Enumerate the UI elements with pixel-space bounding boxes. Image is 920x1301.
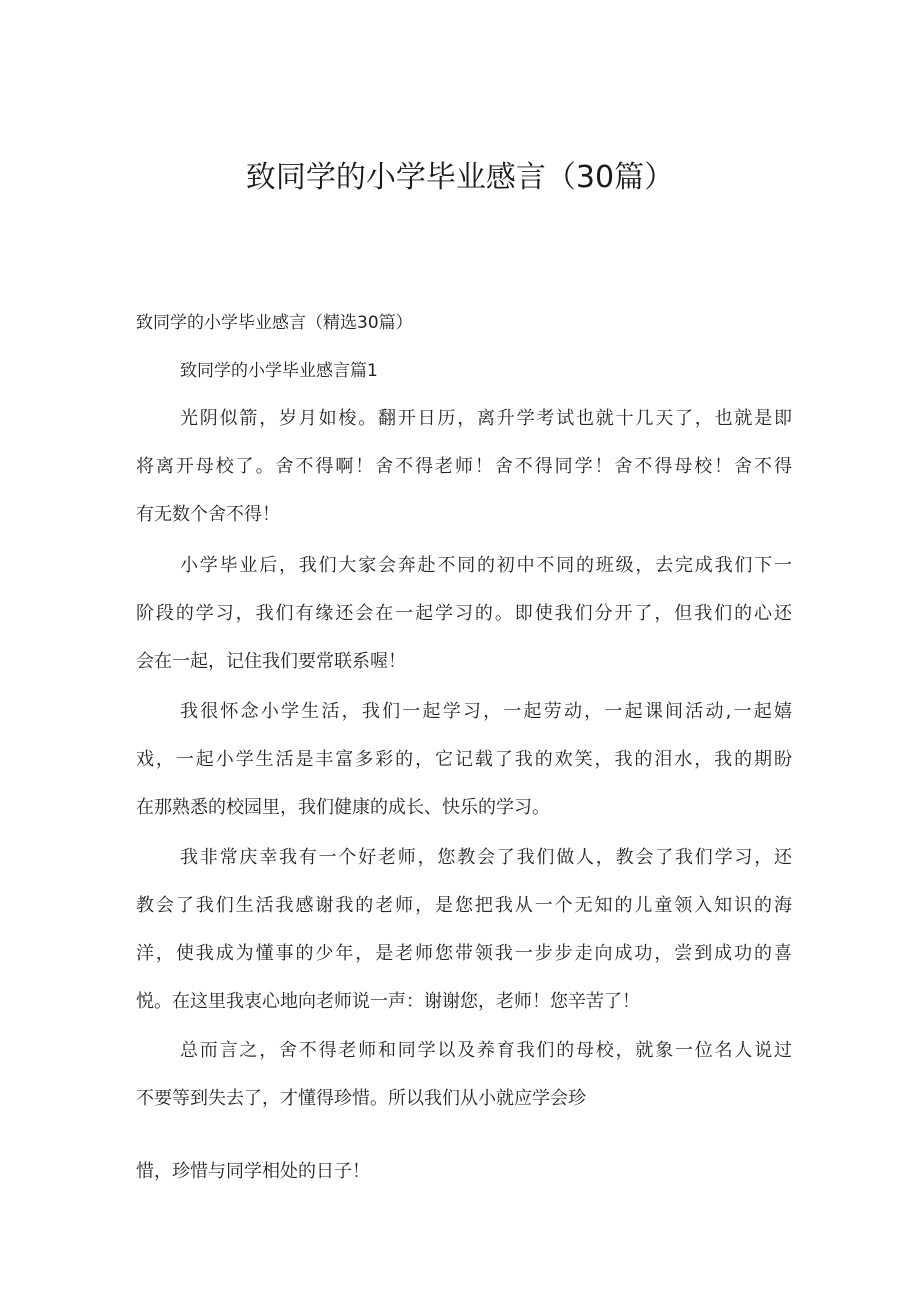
paragraph-line: 惜，珍惜与同学相处的日子！ [136, 1161, 370, 1182]
paragraph-line: 小学毕业后，我们大家会奔赴不同的初中不同的班级，去完成我们下一 [180, 555, 792, 576]
paragraph-line: 总而言之，舍不得老师和同学以及养育我们的母校，就象一位名人说过 [180, 1040, 792, 1061]
paragraph-line: 不要等到失去了，才懂得珍惜。所以我们从小就应学会珍 [136, 1088, 586, 1109]
paragraph-2 [136, 542, 792, 686]
paragraph-line: 戏，一起小学生活是丰富多彩的，它记载了我的欢笑，我的泪水，我的期盼 [136, 749, 792, 770]
paragraph-line: 将离开母校了。舍不得啊！舍不得老师！舍不得同学！舍不得母校！舍不得 [136, 456, 792, 477]
paragraph-4 [136, 834, 792, 1026]
paragraph-3 [136, 688, 792, 832]
document-subtitle: 致同学的小学毕业感言（精选30篇） [136, 313, 413, 333]
paragraph-6 [136, 1148, 792, 1196]
section-heading: 致同学的小学毕业感言篇1 [180, 361, 378, 381]
paragraph-line: 阶段的学习，我们有缘还会在一起学习的。即使我们分开了，但我们的心还 [136, 603, 792, 624]
paragraph-1 [136, 395, 792, 539]
paragraph-5 [136, 1027, 792, 1123]
paragraph-line: 洋，使我成为懂事的少年，是老师您带领我一步步走向成功，尝到成功的喜 [136, 943, 792, 964]
paragraph-line: 我很怀念小学生活，我们一起学习，一起劳动，一起课间活动,一起嬉 [180, 701, 792, 722]
paragraph-line: 我非常庆幸我有一个好老师，您教会了我们做人，教会了我们学习，还 [180, 847, 792, 868]
paragraph-line: 会在一起，记住我们要常联系喔！ [136, 651, 406, 672]
document-title: 致同学的小学毕业感言（30篇） [245, 160, 675, 195]
paragraph-line: 光阴似箭，岁月如梭。翻开日历，离升学考试也就十几天了，也就是即 [180, 408, 792, 429]
paragraph-line: 教会了我们生活我感谢我的老师，是您把我从一个无知的儿童领入知识的海 [136, 895, 792, 916]
paragraph-line: 有无数个舍不得！ [136, 504, 280, 525]
paragraph-line: 在那熟悉的校园里，我们健康的成长、快乐的学习。 [136, 797, 550, 818]
paragraph-line: 悦。在这里我衷心地向老师说一声：谢谢您，老师！您辛苦了！ [136, 991, 640, 1012]
